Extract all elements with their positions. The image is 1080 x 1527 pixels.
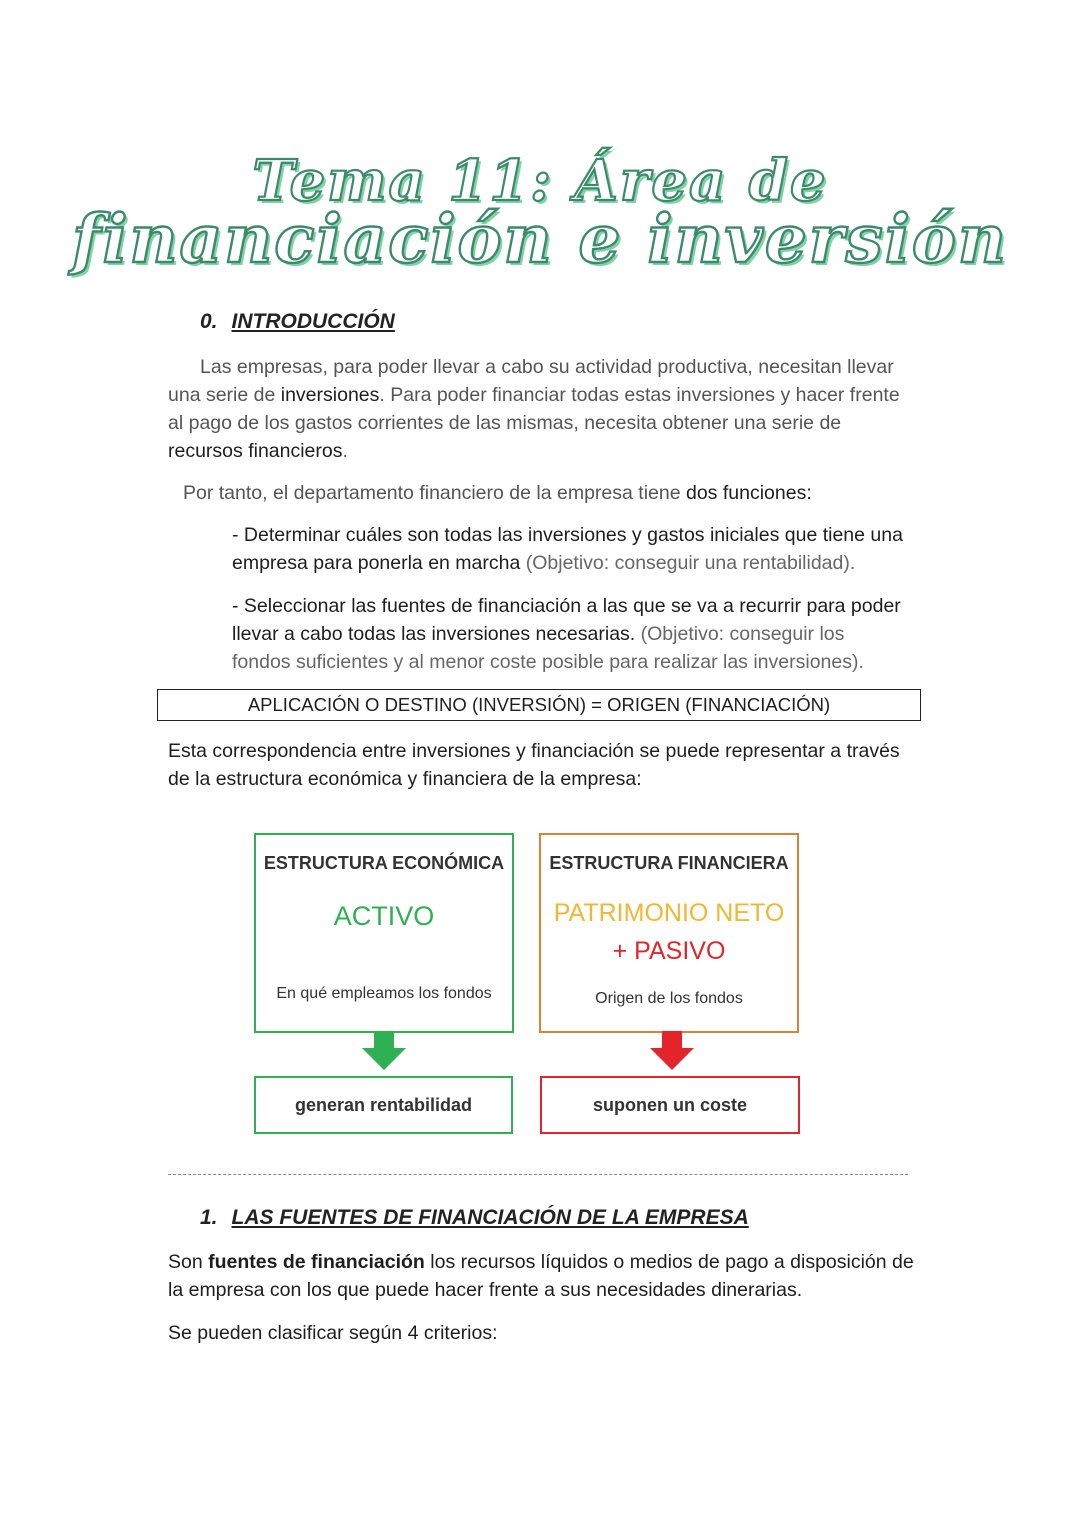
function-2 [232, 592, 932, 676]
section-0-title: INTRODUCCIÓN [231, 310, 395, 333]
section-0-heading [200, 310, 395, 334]
pasivo-label: + PASIVO [612, 937, 726, 965]
intro-line-2 [168, 381, 928, 409]
function-1 [232, 521, 932, 577]
section-1-heading [200, 1206, 749, 1230]
criteria-paragraph: Se pueden clasificar según 4 criterios: [168, 1322, 498, 1344]
function-2-line-2 [232, 620, 932, 648]
functions-intro-b: dos funciones [685, 482, 807, 504]
function-1-line-2a: empresa para ponerla en marcha [232, 552, 526, 574]
economic-structure-box [254, 833, 514, 1033]
intro-line-3: al pago de los gastos corrientes de las mismas, necesita obtener una serie de [168, 412, 842, 434]
intro-line-2a: una serie de [168, 384, 281, 406]
function-1-line-1: - Determinar cuáles son todas las inversiones y gastos iniciales que tiene una [232, 524, 903, 546]
correspondence-paragraph [168, 737, 928, 793]
section-1-title: LAS FUENTES DE FINANCIACIÓN DE LA EMPRESA [231, 1206, 749, 1229]
activo-label: ACTIVO [333, 901, 435, 931]
function-1-line-2 [232, 549, 932, 577]
financing-line-1b: fuentes de financiación [208, 1251, 425, 1273]
intro-line-4 [168, 437, 928, 465]
intro-paragraph [168, 353, 928, 465]
function-2-line-1: - Seleccionar las fuentes de financiación a las que se va a recurrir para poder [232, 595, 901, 617]
page-title-line-2: financiación e inversión [72, 200, 1008, 278]
green-arrow-down-icon [361, 1031, 407, 1071]
intro-line-1: Las empresas, para poder llevar a cabo su actividad productiva, necesitan llevar [200, 356, 894, 378]
functions-intro-c: : [806, 482, 812, 504]
economic-structure-header: ESTRUCTURA ECONÓMICA [263, 853, 505, 873]
page-title-line-1: Tema 11: Área de [252, 148, 828, 214]
correspondence-line-1: Esta correspondencia entre inversiones y financiación se puede representar a través [168, 740, 900, 762]
economic-result-box: generan rentabilidad [254, 1076, 513, 1134]
intro-line-4a: recursos financieros [168, 440, 343, 462]
economic-structure-footer: En qué empleamos los fondos [276, 985, 492, 1002]
financing-line-1 [168, 1248, 928, 1276]
functions-intro-a: Por tanto, el departamento financiero de la empresa tiene [183, 482, 686, 504]
financial-result-box: suponen un coste [540, 1076, 800, 1134]
correspondence-line-2: de la estructura económica y financiera de la empresa: [168, 768, 642, 790]
red-arrow-down-icon [649, 1031, 695, 1071]
financial-structure-header: ESTRUCTURA FINANCIERA [549, 853, 789, 873]
financing-sources-paragraph [168, 1248, 928, 1304]
section-1-number: 1. [200, 1206, 218, 1229]
financing-line-1a: Son [168, 1251, 209, 1273]
intro-line-4b: . [342, 440, 348, 462]
financing-line-1c: los recursos líquidos o medios de pago a disposición de [424, 1251, 914, 1273]
section-0-number: 0. [200, 310, 218, 333]
intro-line-2c: . Para poder financiar todas estas inversiones y hacer frente [379, 384, 900, 406]
financing-line-2: la empresa con los que puede hacer frente a sus necesidades dinerarias. [168, 1279, 803, 1301]
financial-structure-box [539, 833, 799, 1033]
functions-intro [183, 479, 923, 507]
function-1-line-2b: (Objetivo: conseguir una rentabilidad). [525, 552, 856, 574]
patrimonio-neto-label: PATRIMONIO NETO [553, 899, 785, 927]
function-2-line-3: fondos suficientes y al menor coste posible para realizar las inversiones). [232, 651, 864, 673]
function-2-line-2a: llevar a cabo todas las inversiones necesarias. [232, 623, 641, 645]
intro-line-2b: inversiones [280, 384, 380, 406]
section-divider [168, 1174, 908, 1175]
equation-box: APLICACIÓN O DESTINO (INVERSIÓN) = ORIGEN (FINANCIACIÓN) [157, 689, 921, 721]
function-2-line-2b: (Objetivo: conseguir los [640, 623, 845, 645]
financial-structure-footer: Origen de los fondos [595, 990, 743, 1007]
